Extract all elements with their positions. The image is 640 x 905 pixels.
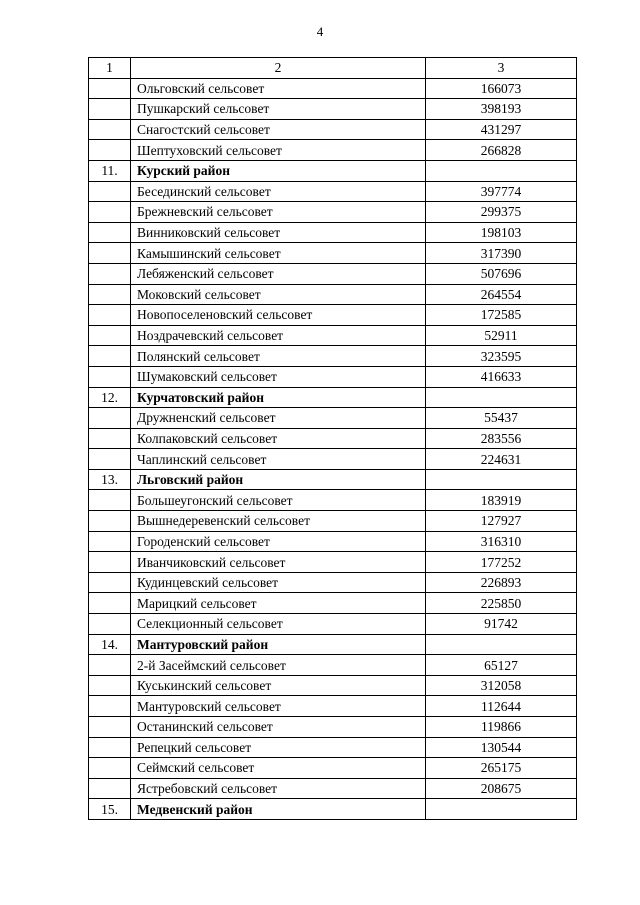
table-row <box>89 593 577 614</box>
municipality-name-cell: Медвенский район <box>131 799 426 820</box>
table-row <box>89 408 577 429</box>
row-number-cell <box>89 408 131 429</box>
row-number-cell <box>89 737 131 758</box>
table-row <box>89 346 577 367</box>
row-number-cell <box>89 531 131 552</box>
table-row <box>89 325 577 346</box>
table-row <box>89 305 577 326</box>
amount-cell: 198103 <box>426 222 577 243</box>
municipality-name-cell: Кудинцевский сельсовет <box>131 572 426 593</box>
row-number-cell <box>89 284 131 305</box>
table-row <box>89 655 577 676</box>
table-row <box>89 737 577 758</box>
municipality-name-cell: Чаплинский сельсовет <box>131 449 426 470</box>
row-number-cell <box>89 428 131 449</box>
amount-cell: 183919 <box>426 490 577 511</box>
amount-cell: 283556 <box>426 428 577 449</box>
table-row <box>89 202 577 223</box>
municipality-name-cell: Снагостский сельсовет <box>131 119 426 140</box>
municipality-name-cell: Камышинский сельсовет <box>131 243 426 264</box>
amount-cell: 266828 <box>426 140 577 161</box>
amount-cell <box>426 387 577 408</box>
table-row <box>89 263 577 284</box>
district-row <box>89 799 577 820</box>
amount-cell: 416633 <box>426 366 577 387</box>
amount-cell: 208675 <box>426 778 577 799</box>
municipality-name-cell: Моковский сельсовет <box>131 284 426 305</box>
row-number-cell <box>89 675 131 696</box>
district-row <box>89 634 577 655</box>
municipality-name-cell: Полянский сельсовет <box>131 346 426 367</box>
amount-cell: 91742 <box>426 614 577 635</box>
table-row <box>89 181 577 202</box>
table-row <box>89 284 577 305</box>
amount-cell: 166073 <box>426 78 577 99</box>
row-number-cell <box>89 758 131 779</box>
amount-cell: 224631 <box>426 449 577 470</box>
district-row <box>89 387 577 408</box>
table-row <box>89 490 577 511</box>
municipality-name-cell: Ястребовский сельсовет <box>131 778 426 799</box>
table-row <box>89 366 577 387</box>
municipality-name-cell: 2-й Засеймский сельсовет <box>131 655 426 676</box>
amount-cell <box>426 469 577 490</box>
municipality-name-cell: Ольговский сельсовет <box>131 78 426 99</box>
amount-cell: 177252 <box>426 552 577 573</box>
municipality-name-cell: Курский район <box>131 160 426 181</box>
row-number-cell <box>89 140 131 161</box>
row-number-cell: 12. <box>89 387 131 408</box>
municipality-name-cell: Селекционный сельсовет <box>131 614 426 635</box>
amount-cell: 398193 <box>426 99 577 120</box>
table-row <box>89 78 577 99</box>
page-number: 4 <box>316 24 324 39</box>
amount-cell: 316310 <box>426 531 577 552</box>
row-number-cell <box>89 325 131 346</box>
municipality-name-cell: Ноздрачевский сельсовет <box>131 325 426 346</box>
row-number-cell <box>89 263 131 284</box>
row-number-cell: 14. <box>89 634 131 655</box>
row-number-cell <box>89 222 131 243</box>
municipality-name-cell: Колпаковский сельсовет <box>131 428 426 449</box>
municipality-name-cell: Шумаковский сельсовет <box>131 366 426 387</box>
table-row <box>89 99 577 120</box>
municipality-name-cell: Курчатовский район <box>131 387 426 408</box>
amount-cell: 507696 <box>426 263 577 284</box>
municipality-name-cell: Мантуровский сельсовет <box>131 696 426 717</box>
row-number-cell <box>89 243 131 264</box>
municipality-name-cell: Шептуховский сельсовет <box>131 140 426 161</box>
row-number-cell <box>89 119 131 140</box>
table-row <box>89 675 577 696</box>
amount-cell: 130544 <box>426 737 577 758</box>
amount-cell: 65127 <box>426 655 577 676</box>
column-header-name: 2 <box>131 58 426 79</box>
table-body <box>89 58 577 820</box>
amount-cell: 312058 <box>426 675 577 696</box>
table-row <box>89 511 577 532</box>
table-row <box>89 222 577 243</box>
row-number-cell <box>89 99 131 120</box>
row-number-cell <box>89 593 131 614</box>
municipality-name-cell: Дружненский сельсовет <box>131 408 426 429</box>
row-number-cell: 11. <box>89 160 131 181</box>
municipality-name-cell: Останинский сельсовет <box>131 717 426 738</box>
row-number-cell <box>89 305 131 326</box>
row-number-cell: 13. <box>89 469 131 490</box>
row-number-cell: 15. <box>89 799 131 820</box>
amount-cell: 55437 <box>426 408 577 429</box>
amount-cell: 323595 <box>426 346 577 367</box>
amount-cell <box>426 160 577 181</box>
municipality-name-cell: Репецкий сельсовет <box>131 737 426 758</box>
municipality-name-cell: Лебяженский сельсовет <box>131 263 426 284</box>
district-row <box>89 160 577 181</box>
table-row <box>89 696 577 717</box>
table-row <box>89 243 577 264</box>
allocation-table <box>88 57 577 820</box>
amount-cell: 317390 <box>426 243 577 264</box>
row-number-cell <box>89 181 131 202</box>
row-number-cell <box>89 202 131 223</box>
row-number-cell <box>89 511 131 532</box>
table-row <box>89 614 577 635</box>
row-number-cell <box>89 696 131 717</box>
amount-cell: 226893 <box>426 572 577 593</box>
row-number-cell <box>89 614 131 635</box>
table-row <box>89 552 577 573</box>
row-number-cell <box>89 346 131 367</box>
table-row <box>89 758 577 779</box>
municipality-name-cell: Бесединский сельсовет <box>131 181 426 202</box>
table-row <box>89 119 577 140</box>
amount-cell: 264554 <box>426 284 577 305</box>
municipality-name-cell: Винниковский сельсовет <box>131 222 426 243</box>
amount-cell <box>426 799 577 820</box>
row-number-cell <box>89 717 131 738</box>
municipality-name-cell: Куськинский сельсовет <box>131 675 426 696</box>
amount-cell: 299375 <box>426 202 577 223</box>
municipality-name-cell: Брежневский сельсовет <box>131 202 426 223</box>
municipality-name-cell: Мантуровский район <box>131 634 426 655</box>
table-header-row <box>89 58 577 79</box>
amount-cell: 172585 <box>426 305 577 326</box>
row-number-cell <box>89 449 131 470</box>
amount-cell: 431297 <box>426 119 577 140</box>
row-number-cell <box>89 778 131 799</box>
amount-cell: 397774 <box>426 181 577 202</box>
row-number-cell <box>89 552 131 573</box>
municipality-name-cell: Льговский район <box>131 469 426 490</box>
table-row <box>89 572 577 593</box>
table-row <box>89 428 577 449</box>
amount-cell: 119866 <box>426 717 577 738</box>
column-header-number: 1 <box>89 58 131 79</box>
table-row <box>89 778 577 799</box>
municipality-name-cell: Пушкарский сельсовет <box>131 99 426 120</box>
amount-cell: 112644 <box>426 696 577 717</box>
row-number-cell <box>89 78 131 99</box>
municipality-name-cell: Городенский сельсовет <box>131 531 426 552</box>
row-number-cell <box>89 366 131 387</box>
municipality-name-cell: Новопоселеновский сельсовет <box>131 305 426 326</box>
amount-cell: 265175 <box>426 758 577 779</box>
municipality-name-cell: Марицкий сельсовет <box>131 593 426 614</box>
row-number-cell <box>89 490 131 511</box>
amount-cell: 127927 <box>426 511 577 532</box>
amount-cell: 225850 <box>426 593 577 614</box>
district-row <box>89 469 577 490</box>
table-row <box>89 717 577 738</box>
row-number-cell <box>89 655 131 676</box>
municipality-name-cell: Сеймский сельсовет <box>131 758 426 779</box>
row-number-cell <box>89 572 131 593</box>
table-row <box>89 531 577 552</box>
amount-cell <box>426 634 577 655</box>
municipality-name-cell: Иванчиковский сельсовет <box>131 552 426 573</box>
municipality-name-cell: Большеугонский сельсовет <box>131 490 426 511</box>
table-row <box>89 449 577 470</box>
column-header-value: 3 <box>426 58 577 79</box>
amount-cell: 52911 <box>426 325 577 346</box>
table-row <box>89 140 577 161</box>
municipality-name-cell: Вышнедеревенский сельсовет <box>131 511 426 532</box>
